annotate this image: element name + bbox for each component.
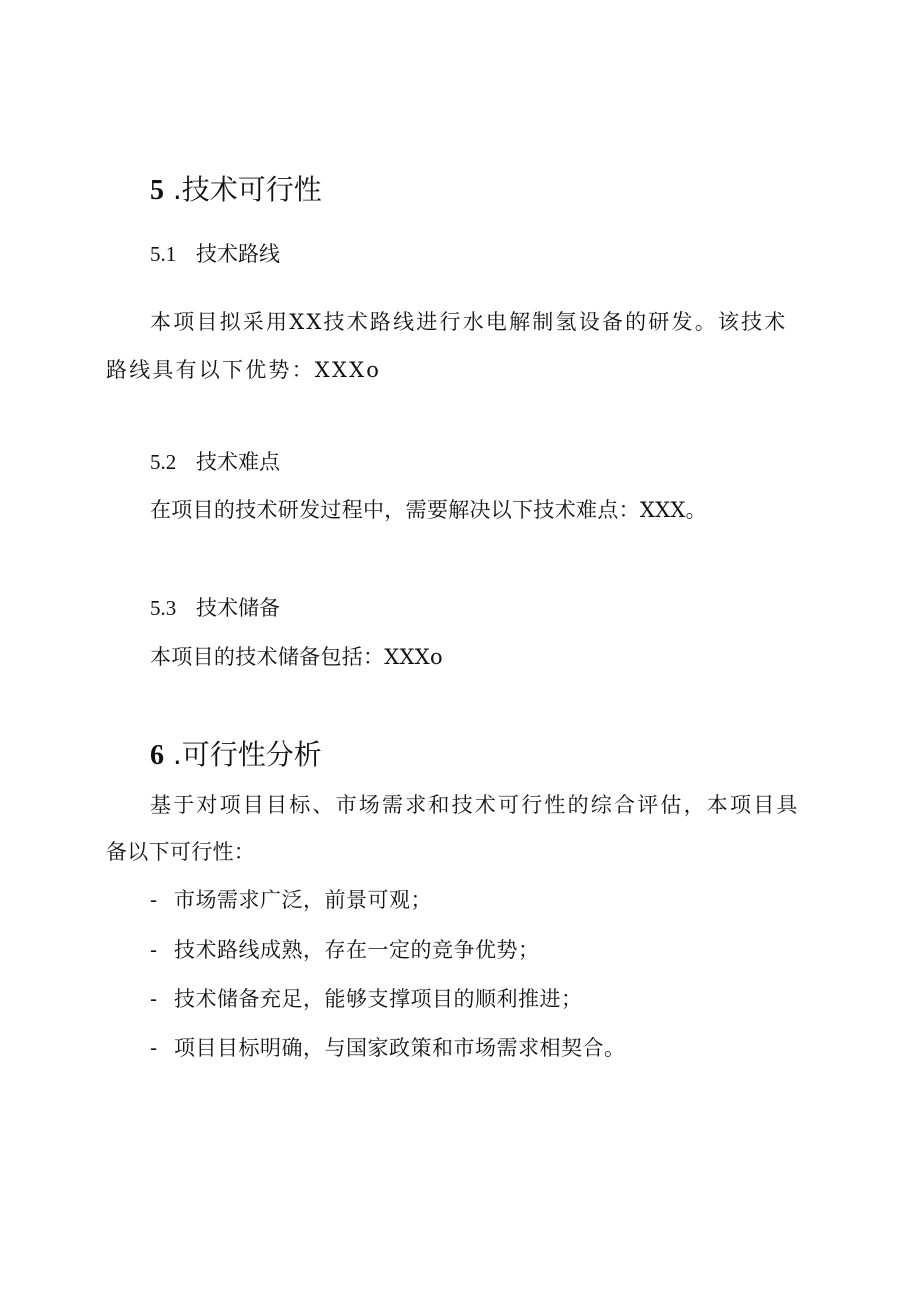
subsection-5-3-title: 技术储备 [196,596,280,620]
section-5-title: .技术可行性 [172,173,322,206]
bullet-dash: - [150,888,158,912]
bullet-dash: - [150,987,158,1011]
section-6-paragraph-line-1: 基于对项目目标、市场需求和技术可行性的综合评估，本项目具 [150,793,800,817]
list-item-text: 项目目标明确，与国家政策和市场需求相契合。 [174,1036,626,1060]
section-6-title: .可行性分析 [172,738,322,771]
list-item [150,884,432,914]
subsection-5-3-number: 5.3 [150,596,177,620]
subsection-5-2-paragraph: 在项目的技术研发过程中，需要解决以下技术难点：XXX。 [150,498,707,522]
list-item-text: 技术路线成熟，存在一定的竞争优势； [174,938,540,962]
subsection-5-3-heading [150,592,280,622]
section-5-heading [150,168,322,208]
subsection-5-3-paragraph: 本项目的技术储备包括：XXXo [150,645,443,669]
subsection-5-1-heading [150,238,280,268]
subsection-5-1-paragraph-line-1: 本项目拟采用XX技术路线进行水电解制氢设备的研发。该技术 [150,310,788,334]
list-item-text: 市场需求广泛，前景可观； [174,888,432,912]
list-item-text: 技术储备充足，能够支撑项目的顺利推进； [174,987,583,1011]
section-6-number: 6 [150,740,164,771]
subsection-5-2-number: 5.2 [150,450,177,474]
section-6-paragraph-line-2: 备以下可行性： [106,840,256,864]
bullet-dash: - [150,938,158,962]
section-6-heading [150,733,322,773]
subsection-5-1-title: 技术路线 [196,242,280,266]
section-5-number: 5 [150,175,164,206]
list-item [150,1032,626,1062]
bullet-dash: - [150,1036,158,1060]
subsection-5-2-title: 技术难点 [196,450,280,474]
list-item [150,983,583,1013]
subsection-5-2-heading [150,446,280,476]
list-item [150,934,540,964]
subsection-5-1-paragraph-line-2: 路线具有以下优势：XXXo [106,358,382,382]
subsection-5-1-number: 5.1 [150,242,177,266]
